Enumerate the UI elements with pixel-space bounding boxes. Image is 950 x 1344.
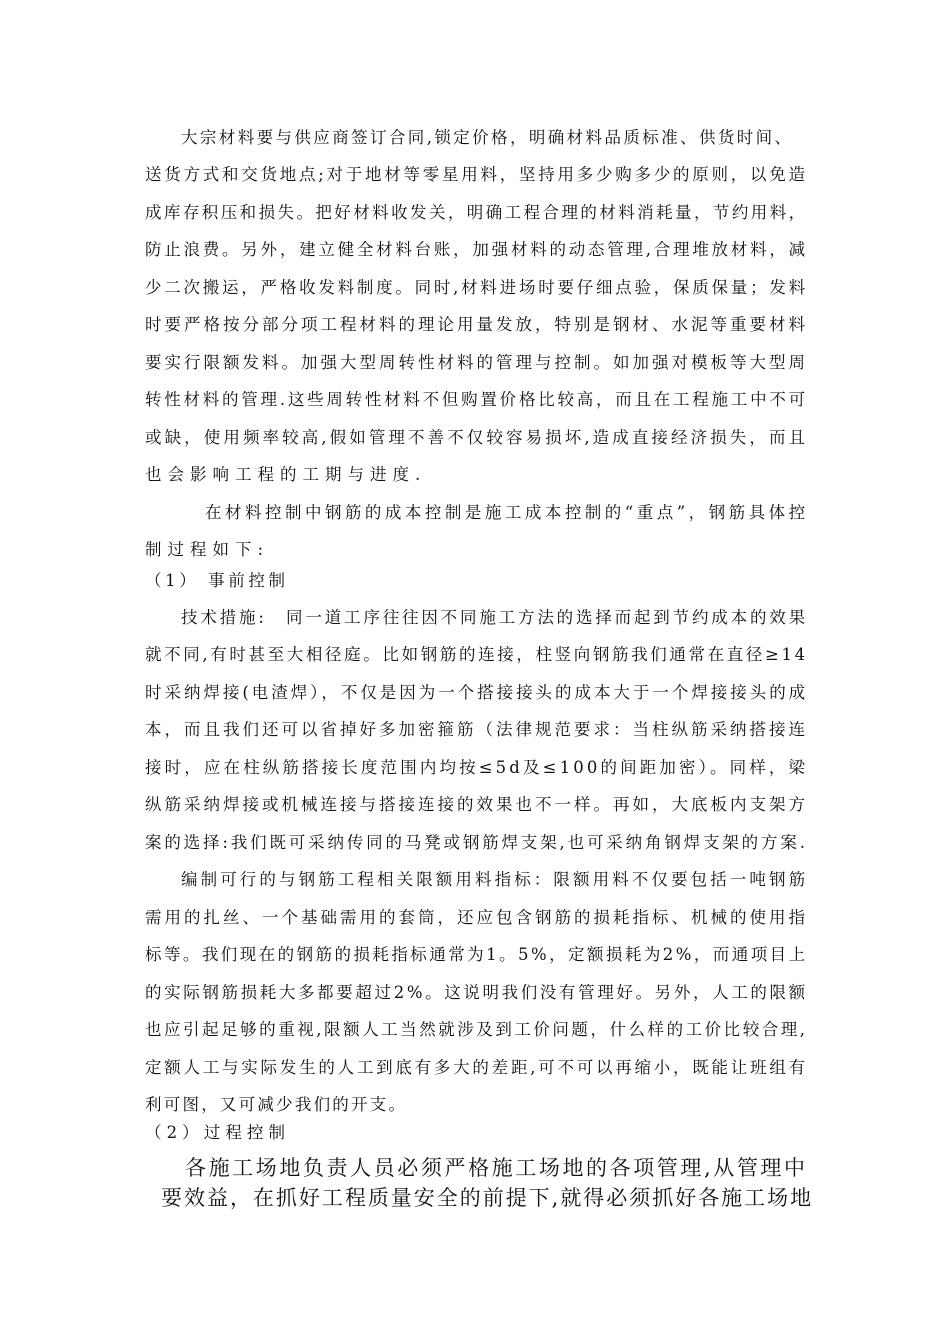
p1-line-10: 也会影响工程的工期与进度. <box>145 465 427 484</box>
p4-line-4: 的实际钢筋损耗大多都要超过2%。这说明我们没有管理好。另外，人工的限额 <box>145 983 808 1002</box>
p3-line-2: 就不同,有时甚至大相径庭。比如钢筋的连接，柱竖向钢筋我们通常在直径≥14 <box>145 645 808 664</box>
p4-line-5: 也应引起足够的重视,限额人工当然就涉及到工价问题，什么样的工价比较合理, <box>145 1020 808 1039</box>
p1-line-8: 转性材料的管理.这些周转性材料不但购置价格比较高，而且在工程施工中不可 <box>145 390 808 409</box>
p1-line-6: 时要严格按分部分项工程材料的理论用量发放，特别是钢材、水泥等重要材料 <box>145 315 808 334</box>
p1-line-7: 要实行限额发料。加强大型周转性材料的管理与控制。如加强对模板等大型周 <box>145 353 808 372</box>
p2-line-1: 在材料控制中钢筋的成本控制是施工成本控制的“重点”，钢筋具体控 <box>205 503 809 522</box>
p4-line-1: 编制可行的与钢筋工程相关限额用料指标：限额用料不仅要包括一吨钢筋 <box>181 870 809 889</box>
p4-line-7: 利可图，又可减少我们的开支。 <box>145 1095 408 1114</box>
p3-line-4: 本，而且我们还可以省掉好多加密箍筋（法律规范要求：当柱纵筋采纳搭接连 <box>145 720 808 739</box>
p1-line-2: 送货方式和交货地点;对于地材等零星用料，坚持用多少购多少的原则，以免造 <box>145 165 808 184</box>
p5-line-1: 各施工场地负责人员必须严格施工场地的各项管理,从管理中 <box>185 1156 808 1180</box>
p1-line-3: 成库存积压和损失。把好材料收发关，明确工程合理的材料消耗量，节约用料， <box>145 203 808 222</box>
p3-line-5: 接时，应在柱纵筋搭接长度范围内均按≤5d及≤100的间距加密）。同样，梁 <box>145 758 809 777</box>
p3-line-1: 技术措施: 同一道工序往往因不同施工方法的选择而起到节约成本的效果 <box>181 608 808 627</box>
heading-pre-control: （1） 事前控制 <box>145 571 289 590</box>
p4-line-3: 标等。我们现在的钢筋的损耗指标通常为1。5%，定额损耗为2%，而通项目上 <box>145 945 808 964</box>
p4-line-6: 定额人工与实际发生的人工到底有多大的差距,可不可以再缩小，既能让班组有 <box>145 1058 808 1077</box>
p5-line-2: 要效益，在抓好工程质量安全的前提下,就得必须抓好各施工场地 <box>161 1186 814 1210</box>
p1-line-1: 大宗材料要与供应商签订合同,锁定价格，明确材料品质标准、供货时间、 <box>181 128 794 147</box>
p1-line-9: 或缺，使用频率较高,假如管理不善不仅较容易损坏,造成直接经济损失，而且 <box>145 428 809 447</box>
heading-process-control: （2）过程控制 <box>145 1123 291 1142</box>
p3-line-3: 时采纳焊接(电渣焊），不仅是因为一个搭接接头的成本大于一个焊接接头的成 <box>145 683 809 702</box>
p4-line-2: 需用的扎丝、一个基础需用的套筒，还应包含钢筋的损耗指标、机械的使用指 <box>145 908 808 927</box>
p3-line-7: 案的选择:我们既可采纳传同的马凳或钢筋焊支架,也可采纳角钢焊支架的方案. <box>145 833 808 852</box>
p2-line-2: 制过程如下: <box>145 540 270 559</box>
p1-line-4: 防止浪费。另外，建立健全材料台账，加强材料的动态管理,合理堆放材料，减 <box>145 240 808 259</box>
p1-line-5: 少二次搬运，严格收发料制度。同时,材料进场时要仔细点验，保质保量；发料 <box>145 278 808 297</box>
p3-line-6: 纵筋采纳焊接或机械连接与搭接连接的效果也不一样。再如，大底板内支架方 <box>145 795 808 814</box>
